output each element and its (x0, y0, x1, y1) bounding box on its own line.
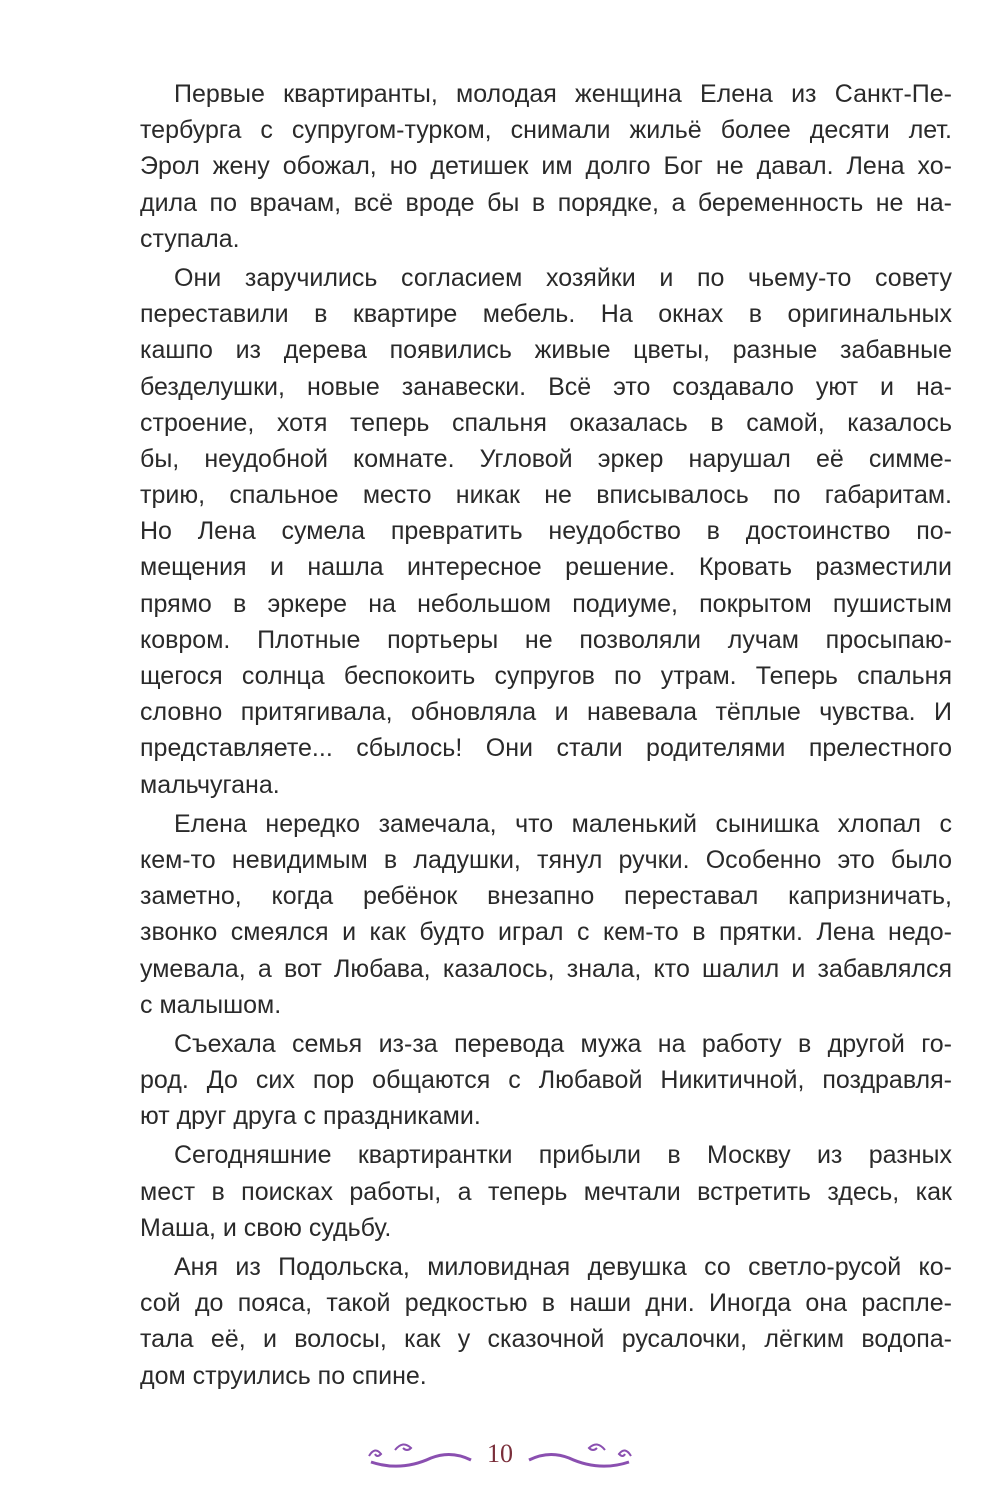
text-line: представляете... сбылось! Они стали родителями прелестного (140, 734, 952, 763)
text-line: дила по врачам, всё вроде бы в порядке, а беременность не на- (140, 188, 952, 217)
text-line: строение, хотя теперь спальня оказалась в самой, казалось (140, 408, 952, 437)
paragraph (140, 1137, 952, 1246)
text-line: бы, неудобной комнате. Угловой эркер нарушал её симме- (140, 444, 952, 473)
text-line: безделушки, новые занавески. Всё это создавало уют и на- (140, 372, 952, 401)
text-line: тала её, и волосы, как у сказочной русалочки, лёгким водопа- (140, 1325, 952, 1354)
page-number: 10 (487, 1439, 513, 1468)
text-line: мальчугана. (140, 770, 280, 799)
text-line: Сегодняшние квартирантки прибыли в Москву из разных (174, 1141, 952, 1170)
body-text (140, 76, 952, 1397)
text-line: Первые квартиранты, молодая женщина Елена из Санкт-Пе- (174, 80, 952, 108)
text-line: Аня из Подольска, миловидная девушка со светло-русой ко- (174, 1253, 952, 1281)
text-line: сой до пояса, такой редкостью в наши дни. Иногда она расплe- (140, 1289, 952, 1318)
text-line: ступала. (140, 224, 240, 253)
text-line: Елена нередко замечала, что маленький сынишка хлопал с (174, 809, 952, 838)
text-line: кем-то невидимым в ладушки, тянул ручки. Особенно это было (140, 845, 952, 874)
text-line: ют друг друга с праздниками. (140, 1102, 481, 1131)
text-line: Маша, и свою судьбу. (140, 1213, 392, 1242)
paragraph (140, 1249, 952, 1394)
text-line: род. До сих пор общаются с Любавой Никитичной, поздравля- (140, 1066, 952, 1095)
text-line: трию, спальное место никак не вписывалось по габаритам. (140, 481, 952, 510)
page-footer (0, 1436, 1000, 1472)
text-line: мещения и нашла интересное решение. Кровать разместили (140, 553, 952, 582)
text-line: Съехала семья из-за перевода мужа на работу в другой го- (174, 1029, 952, 1058)
text-line: тербурга с супругом-турком, снимали жильё более десяти лет. (140, 116, 952, 145)
text-line: умевала, а вот Любава, казалось, знала, кто шалил и забавлялся (140, 954, 952, 983)
paragraph (140, 1026, 952, 1135)
text-line: Эрол жену обожал, но детишек им долго Бог не давал. Лена хо- (140, 152, 952, 181)
text-line: переставили в квартире мебель. На окнах в оригинальных (140, 300, 952, 329)
left-ornament-icon (365, 1436, 475, 1472)
text-line: прямо в эркере на небольшом подиуме, покрытом пушистым (140, 589, 952, 618)
text-line: заметно, когда ребёнок внезапно переставал капризничать, (140, 882, 952, 911)
paragraph (140, 260, 952, 803)
text-line: Они заручились согласием хозяйки и по чьему-то совету (174, 263, 952, 292)
right-ornament-icon (525, 1436, 635, 1472)
text-line: мест в поисках работы, а теперь мечтали встретить здесь, как (140, 1177, 952, 1206)
text-line: щегося солнца беспокоить супругов по утрам. Теперь спальня (140, 662, 952, 690)
text-line: Но Лена сумела превратить неудобство в достоинство по- (140, 517, 952, 546)
text-line: звонко смеялся и как будто играл с кем-то в прятки. Лена недо- (140, 918, 952, 947)
text-line: кашпо из дерева появились живые цветы, разные забавные (140, 336, 952, 365)
text-line: словно притягивала, обновляла и навевала тёплые чувства. И (140, 698, 952, 727)
text-line: ковром. Плотные портьеры не позволяли лучам просыпаю- (140, 625, 952, 654)
text-line: с малышом. (140, 990, 282, 1019)
paragraph (140, 806, 952, 1023)
paragraph (140, 76, 952, 257)
text-line: дом струились по спине. (140, 1361, 427, 1390)
